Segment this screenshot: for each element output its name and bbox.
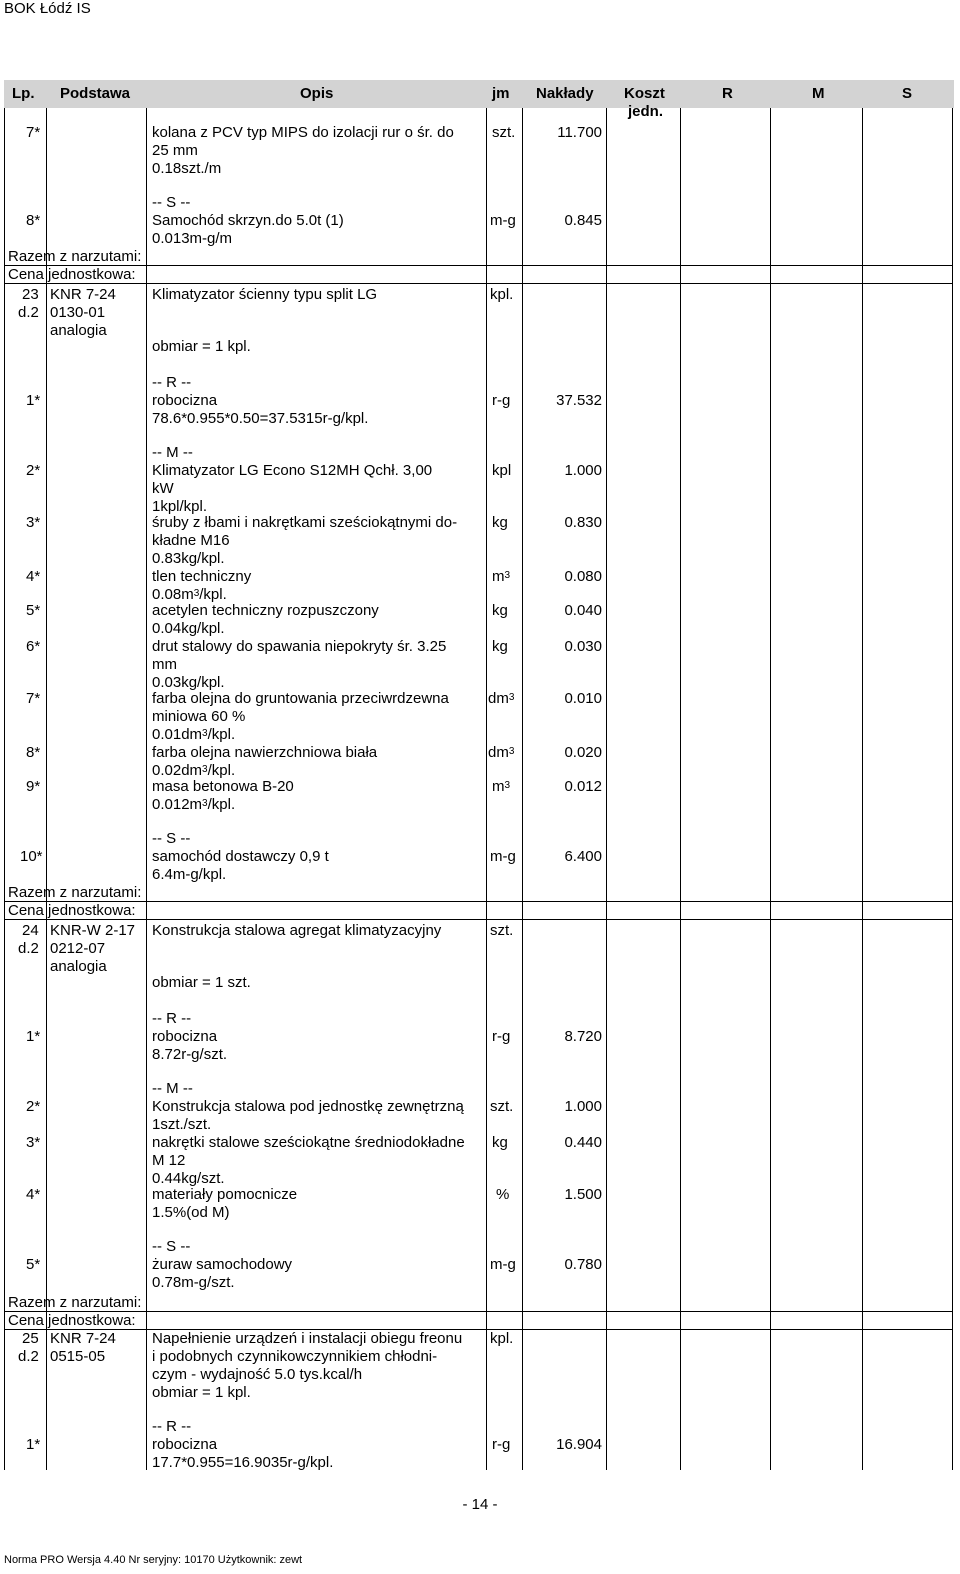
item-lp: 1* xyxy=(26,1436,41,1453)
header-opis: Opis xyxy=(300,85,334,102)
position-number-sub: d.2 xyxy=(18,304,39,321)
position-jm: kpl. xyxy=(490,286,514,303)
position-number: 23 xyxy=(22,286,39,303)
grid-line xyxy=(680,108,681,1470)
item-jm: r-g xyxy=(492,1028,511,1045)
position-number: 24 xyxy=(22,922,39,939)
item-lp: 6* xyxy=(26,638,41,655)
group-marker: -- R -- xyxy=(152,374,192,391)
header-r: R xyxy=(722,85,733,102)
obmiar-label: obmiar = 1 kpl. xyxy=(152,338,251,355)
item-lp: 7* xyxy=(26,690,41,707)
item-lp: 1* xyxy=(26,1028,41,1045)
item-opis: 1szt./szt. xyxy=(152,1116,212,1133)
item-opis: mm xyxy=(152,656,177,673)
grid-line xyxy=(862,108,863,1470)
cena-label: Cena jednostkowa: xyxy=(8,902,136,919)
item-lp: 5* xyxy=(26,602,41,619)
item-jm: kg xyxy=(492,638,508,655)
grid-line xyxy=(4,265,952,266)
item-lp: 2* xyxy=(26,1098,41,1115)
item-opis: 78.6*0.955*0.50=37.5315r-g/kpl. xyxy=(152,410,369,427)
item-opis: 17.7*0.955=16.9035r-g/kpl. xyxy=(152,1454,334,1471)
item-naklady: 11.700 xyxy=(557,124,602,141)
position-podstawa: 0515-05 xyxy=(50,1348,106,1365)
header-naklady: Nakłady xyxy=(536,85,594,102)
grid-line xyxy=(770,108,771,1470)
item-naklady: 1.000 xyxy=(564,1098,602,1115)
document-title: BOK Łódź IS xyxy=(4,0,91,17)
grid-line xyxy=(4,108,5,1470)
position-podstawa: 0130-01 xyxy=(50,304,106,321)
item-opis: Klimatyzator LG Econo S12MH Qchł. 3,00 xyxy=(152,462,433,479)
grid-line xyxy=(4,901,952,902)
razem-label: Razem z narzutami: xyxy=(8,1294,142,1311)
header-jm: jm xyxy=(492,85,510,102)
item-opis: materiały pomocnicze xyxy=(152,1186,298,1203)
item-naklady: 0.010 xyxy=(564,690,602,707)
item-opis: Samochód skrzyn.do 5.0t (1) xyxy=(152,212,344,229)
position-opis: Klimatyzator ścienny typu split LG xyxy=(152,286,378,303)
item-opis: kładne M16 xyxy=(152,532,230,549)
item-opis: 0.78m-g/szt. xyxy=(152,1274,235,1291)
footer-text: Norma PRO Wersja 4.40 Nr seryjny: 10170 Użytkownik: zewt xyxy=(4,1554,303,1566)
item-jm: r-g xyxy=(492,1436,511,1453)
item-lp: 8* xyxy=(26,212,41,229)
item-jm: m-g xyxy=(490,848,516,865)
obmiar-label: obmiar = 1 kpl. xyxy=(152,1384,251,1401)
item-lp: 3* xyxy=(26,514,41,531)
header-koszt: Koszt xyxy=(624,85,665,102)
item-opis: nakrętki stalowe sześciokątne średniodokładne xyxy=(152,1134,465,1151)
item-opis: $0.02dm^3$/kpl. xyxy=(152,762,236,779)
grid-line xyxy=(486,108,487,1470)
position-jm: szt. xyxy=(490,922,514,939)
header-m: M xyxy=(812,85,825,102)
item-jm: $m^3$ xyxy=(492,568,511,585)
item-lp: 1* xyxy=(26,392,41,409)
header-podstawa: Podstawa xyxy=(60,85,131,102)
item-jm: $dm^3$ xyxy=(488,690,515,707)
item-naklady: 0.012 xyxy=(564,778,602,795)
item-naklady: 0.830 xyxy=(564,514,602,531)
item-naklady: 0.780 xyxy=(564,1256,602,1273)
grid-line xyxy=(606,108,607,1470)
item-jm: $dm^3$ xyxy=(488,744,515,761)
group-marker: -- S -- xyxy=(152,1238,191,1255)
group-marker: -- M -- xyxy=(152,1080,193,1097)
header-jedn: jedn. xyxy=(628,103,664,120)
item-opis: 0.03kg/kpl. xyxy=(152,674,225,691)
group-marker: -- M -- xyxy=(152,444,193,461)
item-opis: 0.18szt./m xyxy=(152,160,222,177)
position-opis: Konstrukcja stalowa agregat klimatyzacyjny xyxy=(152,922,442,939)
item-opis: masa betonowa B-20 xyxy=(152,778,294,795)
position-jm: kpl. xyxy=(490,1330,514,1347)
item-naklady: 1.500 xyxy=(564,1186,602,1203)
item-opis: M 12 xyxy=(152,1152,186,1169)
position-number-sub: d.2 xyxy=(18,1348,39,1365)
item-jm: % xyxy=(496,1186,510,1203)
item-opis: farba olejna nawierzchniowa biała xyxy=(152,744,378,761)
item-opis: kolana z PCV typ MIPS do izolacji rur o śr. do xyxy=(152,124,454,141)
item-opis: kW xyxy=(152,480,174,497)
item-opis: robocizna xyxy=(152,392,218,409)
item-naklady: 0.080 xyxy=(564,568,602,585)
item-jm: m-g xyxy=(490,212,516,229)
item-jm: r-g xyxy=(492,392,511,409)
position-opis: i podobnych czynnikowczynnikiem chłodni- xyxy=(152,1348,438,1365)
item-naklady: 6.400 xyxy=(564,848,602,865)
item-lp: 4* xyxy=(26,568,41,585)
grid-line xyxy=(46,108,47,1470)
item-naklady: 0.030 xyxy=(564,638,602,655)
item-naklady: 0.440 xyxy=(564,1134,602,1151)
item-lp: 8* xyxy=(26,744,41,761)
grid-line xyxy=(4,919,952,920)
group-marker: -- R -- xyxy=(152,1010,192,1027)
item-jm: $m^3$ xyxy=(492,778,511,795)
razem-label: Razem z narzutami: xyxy=(8,884,142,901)
item-naklady: 0.020 xyxy=(564,744,602,761)
item-lp: 4* xyxy=(26,1186,41,1203)
item-lp: 3* xyxy=(26,1134,41,1151)
item-jm: kg xyxy=(492,514,508,531)
item-opis: $0.012m^3$/kpl. xyxy=(152,796,236,813)
item-jm: szt. xyxy=(490,1098,514,1115)
item-opis: 0.04kg/kpl. xyxy=(152,620,225,637)
item-naklady: 8.720 xyxy=(564,1028,602,1045)
item-jm: kg xyxy=(492,602,508,619)
item-opis: 1kpl/kpl. xyxy=(152,498,208,515)
item-lp: 7* xyxy=(26,124,41,141)
position-podstawa: analogia xyxy=(50,958,107,975)
cena-label: Cena jednostkowa: xyxy=(8,1312,136,1329)
obmiar-label: obmiar = 1 szt. xyxy=(152,974,251,991)
item-naklady: 1.000 xyxy=(564,462,602,479)
grid-line xyxy=(4,1311,952,1312)
razem-label: Razem z narzutami: xyxy=(8,248,142,265)
item-opis: śruby z łbami i nakrętkami sześciokątnymi do- xyxy=(152,514,458,531)
item-opis: tlen techniczny xyxy=(152,568,252,585)
group-marker: -- R -- xyxy=(152,1418,192,1435)
position-number-sub: d.2 xyxy=(18,940,39,957)
grid-line xyxy=(4,283,952,284)
cena-label: Cena jednostkowa: xyxy=(8,266,136,283)
item-opis: 1.5%(od M) xyxy=(152,1204,230,1221)
position-number: 25 xyxy=(22,1330,39,1347)
item-opis: żuraw samochodowy xyxy=(152,1256,293,1273)
item-jm: kg xyxy=(492,1134,508,1151)
position-podstawa: KNR 7-24 xyxy=(50,286,116,303)
grid-line xyxy=(952,108,953,1470)
item-opis: robocizna xyxy=(152,1436,218,1453)
item-naklady: 16.904 xyxy=(556,1436,602,1453)
item-jm: szt. xyxy=(492,124,516,141)
position-podstawa: analogia xyxy=(50,322,107,339)
item-opis: robocizna xyxy=(152,1028,218,1045)
item-opis: $0.01dm^3$/kpl. xyxy=(152,726,236,743)
position-podstawa: KNR 7-24 xyxy=(50,1330,116,1347)
item-lp: 5* xyxy=(26,1256,41,1273)
item-lp: 9* xyxy=(26,778,41,795)
item-jm: kpl xyxy=(492,462,512,479)
item-opis: 0.83kg/kpl. xyxy=(152,550,225,567)
item-opis: $0.08m^3$/kpl. xyxy=(152,586,227,603)
group-marker: -- S -- xyxy=(152,194,191,211)
item-opis: acetylen techniczny rozpuszczony xyxy=(152,602,379,619)
item-naklady: 37.532 xyxy=(556,392,602,409)
item-opis: miniowa 60 % xyxy=(152,708,246,725)
position-opis: Napełnienie urządzeń i instalacji obiegu freonu xyxy=(152,1330,463,1347)
item-lp: 2* xyxy=(26,462,41,479)
page-number: - 14 - xyxy=(462,1496,498,1513)
item-opis: 6.4m-g/kpl. xyxy=(152,866,227,883)
item-lp: 10* xyxy=(20,848,43,865)
grid-line xyxy=(4,1329,952,1330)
item-jm: m-g xyxy=(490,1256,516,1273)
position-podstawa: KNR-W 2-17 xyxy=(50,922,136,939)
item-opis: samochód dostawczy 0,9 t xyxy=(152,848,329,865)
grid-line xyxy=(146,108,147,1470)
item-opis: 0.44kg/szt. xyxy=(152,1170,225,1187)
grid-line xyxy=(522,108,523,1470)
position-opis: czym - wydajność 5.0 tys.kcal/h xyxy=(152,1366,363,1383)
item-opis: drut stalowy do spawania niepokryty śr. 3.25 xyxy=(152,638,447,655)
item-opis: 0.013m-g/m xyxy=(152,230,233,247)
item-opis: 25 mm xyxy=(152,142,198,159)
item-opis: 8.72r-g/szt. xyxy=(152,1046,228,1063)
group-marker: -- S -- xyxy=(152,830,191,847)
item-naklady: 0.040 xyxy=(564,602,602,619)
header-lp: Lp. xyxy=(12,85,35,102)
item-opis: farba olejna do gruntowania przeciwrdzewna xyxy=(152,690,449,707)
position-podstawa: 0212-07 xyxy=(50,940,106,957)
item-opis: Konstrukcja stalowa pod jednostkę zewnętrzną xyxy=(152,1098,464,1115)
item-naklady: 0.845 xyxy=(564,212,602,229)
header-s: S xyxy=(902,85,913,102)
